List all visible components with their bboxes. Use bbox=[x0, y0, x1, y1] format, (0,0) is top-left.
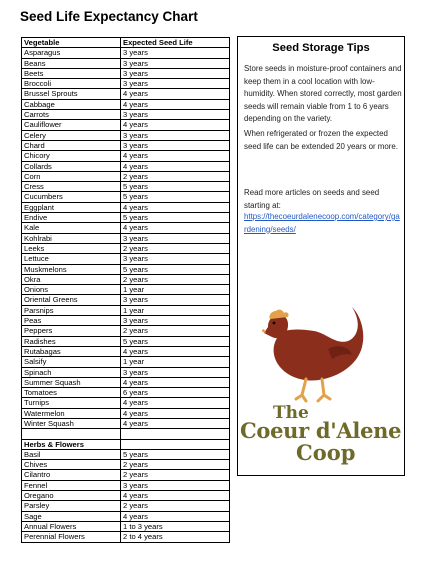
vegetable-cell: Kohlrabi bbox=[22, 233, 121, 243]
vegetable-cell: Salsify bbox=[22, 357, 121, 367]
seed-life-cell: 4 years bbox=[121, 377, 230, 387]
seed-life-cell: 4 years bbox=[121, 202, 230, 212]
table-row bbox=[22, 120, 230, 130]
seed-life-table bbox=[21, 37, 230, 543]
seed-life-cell: 1 year bbox=[121, 305, 230, 315]
column-header-vegetable: Vegetable bbox=[22, 38, 121, 48]
seed-life-cell: 3 years bbox=[121, 130, 230, 140]
table-section-header bbox=[22, 439, 230, 449]
vegetable-cell: Cabbage bbox=[22, 99, 121, 109]
table-row bbox=[22, 223, 230, 233]
table-row bbox=[22, 388, 230, 398]
brand-line-coop: Coop bbox=[296, 440, 356, 465]
table-row bbox=[22, 285, 230, 295]
vegetable-cell: Oregano bbox=[22, 491, 121, 501]
seed-life-cell: 4 years bbox=[121, 511, 230, 521]
articles-link[interactable]: https://thecoeurdalenecoop.com/category/gardening/seeds/ bbox=[244, 212, 400, 234]
vegetable-cell: Cilantro bbox=[22, 470, 121, 480]
vegetable-cell: Winter Squash bbox=[22, 418, 121, 428]
table-row bbox=[22, 264, 230, 274]
table-row bbox=[22, 532, 230, 542]
table-row bbox=[22, 367, 230, 377]
table-row bbox=[22, 326, 230, 336]
table-header-row bbox=[22, 38, 230, 48]
vegetable-cell: Parsley bbox=[22, 501, 121, 511]
vegetable-cell: Fennel bbox=[22, 480, 121, 490]
vegetable-cell: Brussel Sprouts bbox=[22, 89, 121, 99]
table-row bbox=[22, 316, 230, 326]
seed-life-cell: 3 years bbox=[121, 480, 230, 490]
table-row bbox=[22, 398, 230, 408]
seed-life-cell: 5 years bbox=[121, 213, 230, 223]
table-row bbox=[22, 140, 230, 150]
seed-life-cell: 2 years bbox=[121, 326, 230, 336]
vegetable-cell: Oriental Greens bbox=[22, 295, 121, 305]
seed-life-cell: 4 years bbox=[121, 161, 230, 171]
vegetable-cell: Peppers bbox=[22, 326, 121, 336]
table-row-empty bbox=[22, 429, 230, 439]
vegetable-cell: Turnips bbox=[22, 398, 121, 408]
table-row bbox=[22, 305, 230, 315]
column-header-seed-life: Expected Seed Life bbox=[121, 38, 230, 48]
seed-life-cell: 3 years bbox=[121, 254, 230, 264]
vegetable-cell: Kale bbox=[22, 223, 121, 233]
vegetable-cell: Radishes bbox=[22, 336, 121, 346]
vegetable-cell: Chives bbox=[22, 460, 121, 470]
vegetable-cell: Celery bbox=[22, 130, 121, 140]
table-row bbox=[22, 511, 230, 521]
vegetable-cell: Cress bbox=[22, 182, 121, 192]
seed-life-cell: 5 years bbox=[121, 264, 230, 274]
table-row bbox=[22, 521, 230, 531]
vegetable-cell: Tomatoes bbox=[22, 388, 121, 398]
seed-life-cell: 3 years bbox=[121, 295, 230, 305]
seed-life-cell: 2 years bbox=[121, 243, 230, 253]
vegetable-cell: Eggplant bbox=[22, 202, 121, 212]
seed-life-cell: 4 years bbox=[121, 120, 230, 130]
seed-life-cell: 3 years bbox=[121, 140, 230, 150]
vegetable-cell: Parsnips bbox=[22, 305, 121, 315]
table-row bbox=[22, 377, 230, 387]
vegetable-cell: Cauliflower bbox=[22, 120, 121, 130]
vegetable-cell: Summer Squash bbox=[22, 377, 121, 387]
table-row bbox=[22, 58, 230, 68]
seed-life-cell: 2 years bbox=[121, 274, 230, 284]
table-row bbox=[22, 68, 230, 78]
hen-logo-icon bbox=[262, 293, 382, 405]
table-row bbox=[22, 79, 230, 89]
brand-line-coeur-dalene: Coeur d'Alene bbox=[240, 418, 402, 443]
tips-paragraph-refrigerated: When refrigerated or frozen the expected seed life can be extended 20 years or more. bbox=[244, 129, 398, 151]
seed-life-cell bbox=[121, 429, 230, 439]
table-row bbox=[22, 336, 230, 346]
table-row bbox=[22, 491, 230, 501]
table-body bbox=[22, 48, 230, 542]
seed-life-cell: 4 years bbox=[121, 223, 230, 233]
table-row bbox=[22, 110, 230, 120]
vegetable-cell: Beets bbox=[22, 68, 121, 78]
vegetable-cell: Basil bbox=[22, 449, 121, 459]
seed-life-cell: 2 to 4 years bbox=[121, 532, 230, 542]
brand-line-the: The bbox=[273, 403, 309, 423]
vegetable-cell: Carrots bbox=[22, 110, 121, 120]
seed-life-cell: 1 year bbox=[121, 357, 230, 367]
vegetable-cell: Annual Flowers bbox=[22, 521, 121, 531]
seed-life-cell: 4 years bbox=[121, 151, 230, 161]
vegetable-cell: Asparagus bbox=[22, 48, 121, 58]
seed-life-cell: 3 years bbox=[121, 233, 230, 243]
seed-storage-tips-box bbox=[237, 36, 405, 476]
seed-life-cell: 5 years bbox=[121, 182, 230, 192]
table-row bbox=[22, 501, 230, 511]
vegetable-cell: Cucumbers bbox=[22, 192, 121, 202]
table-row bbox=[22, 202, 230, 212]
table-row bbox=[22, 192, 230, 202]
vegetable-cell: Peas bbox=[22, 316, 121, 326]
vegetable-cell: Corn bbox=[22, 171, 121, 181]
table-row bbox=[22, 182, 230, 192]
table-row bbox=[22, 357, 230, 367]
seed-life-cell: 3 years bbox=[121, 110, 230, 120]
table-row bbox=[22, 151, 230, 161]
table-row bbox=[22, 89, 230, 99]
table-row bbox=[22, 243, 230, 253]
seed-life-cell: 3 years bbox=[121, 58, 230, 68]
vegetable-cell: Chard bbox=[22, 140, 121, 150]
table-row bbox=[22, 480, 230, 490]
vegetable-cell: Muskmelons bbox=[22, 264, 121, 274]
table-row bbox=[22, 346, 230, 356]
seed-life-cell: 6 years bbox=[121, 388, 230, 398]
seed-life-cell: 5 years bbox=[121, 336, 230, 346]
table-row bbox=[22, 213, 230, 223]
vegetable-cell: Herbs & Flowers bbox=[22, 439, 121, 449]
vegetable-cell: Perennial Flowers bbox=[22, 532, 121, 542]
seed-life-cell: 3 years bbox=[121, 367, 230, 377]
vegetable-cell: Leeks bbox=[22, 243, 121, 253]
table-row bbox=[22, 99, 230, 109]
tips-title: Seed Storage Tips bbox=[272, 42, 370, 54]
seed-life-cell: 2 years bbox=[121, 501, 230, 511]
table-row bbox=[22, 295, 230, 305]
vegetable-cell: Endive bbox=[22, 213, 121, 223]
vegetable-cell: Collards bbox=[22, 161, 121, 171]
seed-life-cell: 4 years bbox=[121, 99, 230, 109]
table-row bbox=[22, 48, 230, 58]
table-row bbox=[22, 274, 230, 284]
table-row bbox=[22, 408, 230, 418]
table-row bbox=[22, 130, 230, 140]
seed-life-cell: 3 years bbox=[121, 68, 230, 78]
vegetable-cell: Watermelon bbox=[22, 408, 121, 418]
vegetable-cell: Okra bbox=[22, 274, 121, 284]
seed-life-cell: 2 years bbox=[121, 460, 230, 470]
table-row bbox=[22, 449, 230, 459]
vegetable-cell: Beans bbox=[22, 58, 121, 68]
seed-life-cell: 4 years bbox=[121, 398, 230, 408]
seed-life-cell: 2 years bbox=[121, 171, 230, 181]
vegetable-cell bbox=[22, 429, 121, 439]
vegetable-cell: Rutabagas bbox=[22, 346, 121, 356]
seed-life-cell: 5 years bbox=[121, 449, 230, 459]
seed-life-cell: 3 years bbox=[121, 48, 230, 58]
seed-life-cell: 5 years bbox=[121, 192, 230, 202]
seed-life-cell: 2 years bbox=[121, 470, 230, 480]
vegetable-cell: Lettuce bbox=[22, 254, 121, 264]
seed-life-cell: 4 years bbox=[121, 408, 230, 418]
seed-life-cell: 4 years bbox=[121, 346, 230, 356]
table-row bbox=[22, 161, 230, 171]
table-row bbox=[22, 254, 230, 264]
tips-paragraph-read-more: Read more articles on seeds and seed starting at: bbox=[244, 188, 380, 210]
table-row bbox=[22, 233, 230, 243]
table-row bbox=[22, 460, 230, 470]
table-row bbox=[22, 171, 230, 181]
seed-life-cell: 3 years bbox=[121, 79, 230, 89]
seed-life-cell: 1 year bbox=[121, 285, 230, 295]
tips-paragraph-storage: Store seeds in moisture-proof containers and keep them in a cool location with low-humidity. When stored correctly, most garden seeds will remain viable from 1 to 6 years depending on the variety. bbox=[244, 64, 402, 124]
seed-life-cell: 3 years bbox=[121, 316, 230, 326]
vegetable-cell: Onions bbox=[22, 285, 121, 295]
seed-life-cell: 1 to 3 years bbox=[121, 521, 230, 531]
seed-life-cell: 4 years bbox=[121, 491, 230, 501]
table-row bbox=[22, 418, 230, 428]
seed-life-cell bbox=[121, 439, 230, 449]
page-title: Seed Life Expectancy Chart bbox=[20, 9, 198, 24]
vegetable-cell: Broccoli bbox=[22, 79, 121, 89]
seed-life-cell: 4 years bbox=[121, 418, 230, 428]
seed-life-cell: 4 years bbox=[121, 89, 230, 99]
table-row bbox=[22, 470, 230, 480]
vegetable-cell: Sage bbox=[22, 511, 121, 521]
vegetable-cell: Chicory bbox=[22, 151, 121, 161]
vegetable-cell: Spinach bbox=[22, 367, 121, 377]
